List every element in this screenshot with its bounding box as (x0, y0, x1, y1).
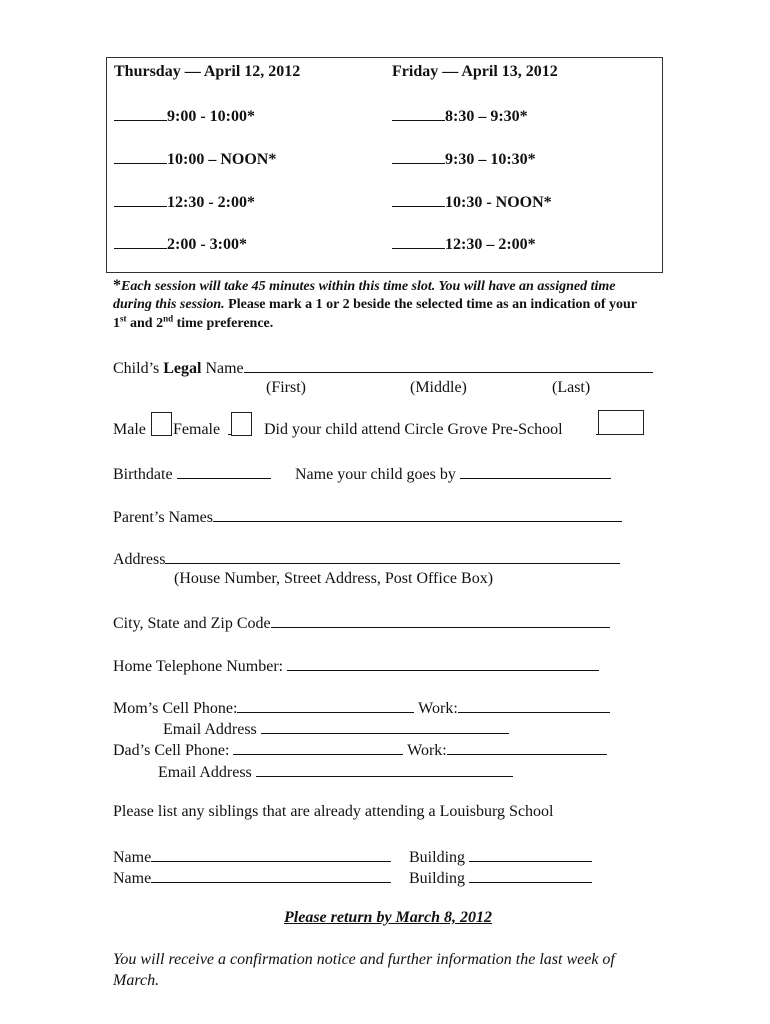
city-field[interactable] (271, 611, 610, 628)
child-name-field[interactable] (244, 356, 653, 373)
goes-by-field[interactable] (460, 462, 611, 479)
siblings-prompt: Please list any siblings that are already attending a Louisburg School (113, 803, 554, 820)
slot-blank[interactable] (114, 232, 167, 249)
address-hint: (House Number, Street Address, Post Office Box) (174, 570, 494, 587)
mom-cell-row: Mom’s Cell Phone: Work: (113, 696, 610, 719)
thursday-slot-2[interactable]: 10:00 – NOON* (114, 147, 276, 170)
note-line-2: during this session. Please mark a 1 or 2 beside the selected time as an indication of your (113, 297, 637, 312)
sibling-building-2: Building (409, 866, 592, 889)
mom-cell-field[interactable] (237, 696, 414, 713)
slot-blank[interactable] (114, 147, 167, 164)
child-name-row: Child’s Legal Name (113, 356, 653, 379)
first-label: (First) (266, 379, 306, 396)
female-label: Female (173, 421, 221, 438)
friday-slot-4[interactable]: 12:30 – 2:00* (392, 232, 536, 255)
thursday-slot-1[interactable]: 9:00 - 10:00* (114, 104, 255, 127)
sibling-row-2: Name (113, 866, 391, 889)
dad-email-field[interactable] (256, 760, 513, 777)
slot-blank[interactable] (114, 104, 167, 121)
confirmation-line-1: You will receive a confirmation notice and further information the last week of (113, 951, 615, 968)
mom-email-field[interactable] (261, 717, 509, 734)
middle-label: (Middle) (410, 379, 467, 396)
male-label: Male (113, 421, 146, 438)
mom-email-row: Email Address (163, 717, 509, 740)
goes-by-row: Name your child goes by (295, 462, 611, 485)
male-checkbox[interactable] (151, 412, 172, 436)
friday-slot-2[interactable]: 9:30 – 10:30* (392, 147, 536, 170)
friday-heading: Friday — April 13, 2012 (392, 63, 558, 80)
dad-cell-field[interactable] (233, 738, 403, 755)
dad-email-row: Email Address (158, 760, 513, 783)
confirmation-line-2: March. (113, 972, 160, 989)
dad-cell-row: Dad’s Cell Phone: Work: (113, 738, 607, 761)
sibling-name-field[interactable] (151, 866, 391, 883)
sibling-row-1: Name (113, 845, 391, 868)
sibling-building-field[interactable] (469, 845, 592, 862)
address-row: Address (113, 547, 620, 570)
parents-field[interactable] (213, 505, 622, 522)
sibling-building-1: Building (409, 845, 592, 868)
friday-slot-1[interactable]: 8:30 – 9:30* (392, 104, 528, 127)
sibling-building-field[interactable] (469, 866, 592, 883)
thursday-heading: Thursday — April 12, 2012 (114, 63, 301, 80)
note-line-3: 1st and 2nd time preference. (113, 313, 274, 331)
thursday-slot-4[interactable]: 2:00 - 3:00* (114, 232, 247, 255)
birthdate-row: Birthdate (113, 462, 271, 485)
note-line-1: *Each session will take 45 minutes within this time slot. You will have an assigned time (113, 277, 616, 294)
sibling-name-field[interactable] (151, 845, 391, 862)
birthdate-field[interactable] (177, 462, 271, 479)
home-phone-field[interactable] (287, 654, 599, 671)
slot-blank[interactable] (392, 190, 445, 207)
thursday-slot-3[interactable]: 12:30 - 2:00* (114, 190, 255, 213)
attend-checkbox[interactable] (598, 410, 644, 435)
home-phone-row: Home Telephone Number: (113, 654, 599, 677)
mom-work-field[interactable] (458, 696, 610, 713)
dad-work-field[interactable] (447, 738, 607, 755)
slot-blank[interactable] (392, 104, 445, 121)
slot-blank[interactable] (392, 147, 445, 164)
slot-blank[interactable] (114, 190, 167, 207)
last-label: (Last) (552, 379, 591, 396)
return-by: Please return by March 8, 2012 (284, 909, 492, 926)
parents-row: Parent’s Names (113, 505, 622, 528)
address-field[interactable] (165, 547, 620, 564)
city-row: City, State and Zip Code (113, 611, 610, 634)
slot-blank[interactable] (392, 232, 445, 249)
friday-slot-3[interactable]: 10:30 - NOON* (392, 190, 552, 213)
attend-question: Did your child attend Circle Grove Pre-School (264, 421, 563, 438)
female-checkbox[interactable] (231, 412, 252, 436)
